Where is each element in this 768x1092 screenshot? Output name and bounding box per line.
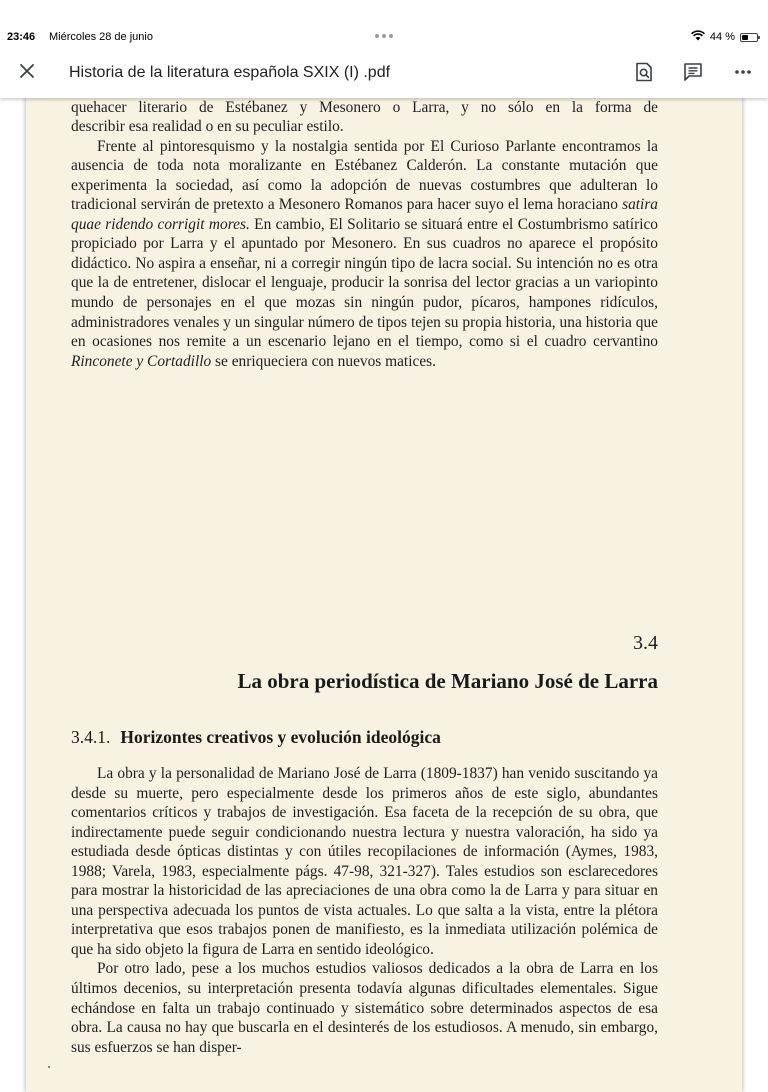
text-line: describir esa realidad o en su peculiar estilo. (71, 118, 344, 136)
status-bar (0, 0, 768, 43)
status-indicators (691, 30, 758, 44)
section-title: La obra periodística de Mariano José de Larra (237, 669, 658, 693)
text-segment: Frente al pintoresquismo y la nostalgia sentida por El Curioso Parlante encontramos la ausencia de toda nota moralizante en Estébanez Calderón. La constante mutación que experimenta la sociedad, así como la adopción de nuevas costumbres que adulteran lo tradicional servirán de pretexto a Mesonero Romanos para hacer suyo el lema horaciano (71, 137, 658, 214)
italic-book-title: Rinconete y Cortadillo (71, 352, 212, 370)
app-header (0, 40, 768, 98)
search-document-icon[interactable] (632, 60, 656, 84)
text-segment: En cambio, El Solitario se situará entre el Costumbrismo satírico propiciado por Larra y el apuntado por Mesonero. En sus cuadros no aparece el propósito didáctico. No aspira a enseñar, ni a corregir ningún tipo de lacra social. Su intención no es otra que la de entretener, dislocar el lenguaje, producir la sonrisa del lector gracias a un variopinto mundo de personajes en el que mozas sin ningún pudor, pícaros, hampones ridículos, administradores venales y un singular número de tipos tejen su propia historia, una historia que en ocasiones nos remite a un escenario lejano en el tiempo, como si el cuadro cervantino (71, 215, 658, 351)
close-icon[interactable] (14, 58, 40, 84)
status-date: Miércoles 28 de junio (49, 31, 153, 43)
subsection-title: Horizontes creativos y evolución ideológica (120, 727, 441, 747)
italic-latin-motto: satira quae ridendo corrigit mores. (71, 196, 658, 233)
document-title: Historia de la literatura española SXIX (I) .pdf (69, 64, 391, 81)
paragraph (71, 137, 658, 372)
comment-icon[interactable] (681, 60, 705, 84)
wifi-icon (691, 30, 705, 44)
text-line: quehacer literario de Estébanez y Mesonero o Larra, y no sólo en la forma de (71, 98, 658, 116)
paragraph-block (71, 764, 658, 1057)
subsection-number: 3.4.1. (71, 727, 111, 747)
more-options-icon[interactable] (731, 60, 755, 84)
subsection-heading (71, 727, 441, 748)
battery-percentage: 44 % (709, 31, 735, 43)
section-number: 3.4 (633, 632, 658, 654)
pdf-page (26, 58, 742, 1092)
paragraph: La obra y la personalidad de Mariano José de Larra (1809-1837) han venido suscitando ya desde su muerte, pero especialmente desde los primeros años de este siglo, abundantes comentarios críticos y trabajos de investigación. Esa faceta de la recepción de su obra, que indirectamente puede seguir condicionando nuestra lectura y nuestra valoración, ha sido ya estudiada desde ópticas distintas y con útiles recopilaciones de información (Aymes, 1983, 1988; Varela, 1983, especialmente págs. 47-98, 321-327). Tales estudios son esclarecedores para mostrar la historicidad de las apreciaciones de una obra como la de Larra y para situar en una perspectiva adecuada los puntos de vista actuales. Lo que salta a la vista, entre la plétora interpretativa que esos trabajos ponen de manifiesto, es la inmediata utilización polémica de que ha sido objeto la figura de Larra en sentido ideológico. (71, 765, 658, 958)
paragraph: Por otro lado, pese a los muchos estudios valiosos dedicados a la obra de Larra en los últimos decenios, su interpretación presenta todavía algunas dificultades elementales. Sigue echándose en falta un trabajo continuado y sistemático sobre determinados aspectos de esa obra. La causa no hay que buscarla en el desinterés de los estudiosos. A menudo, sin embargo, sus esfuerzos se han disper- (71, 960, 658, 1056)
text-segment: se enriqueciera con nuevos matices. (211, 352, 436, 370)
paragraph-continuation (71, 78, 658, 371)
multitasking-dots-icon[interactable] (375, 34, 393, 38)
status-time: 23:46 (7, 31, 36, 43)
pdf-viewer[interactable] (0, 98, 768, 1056)
page-mark (48, 1066, 50, 1068)
battery-icon (740, 33, 758, 42)
